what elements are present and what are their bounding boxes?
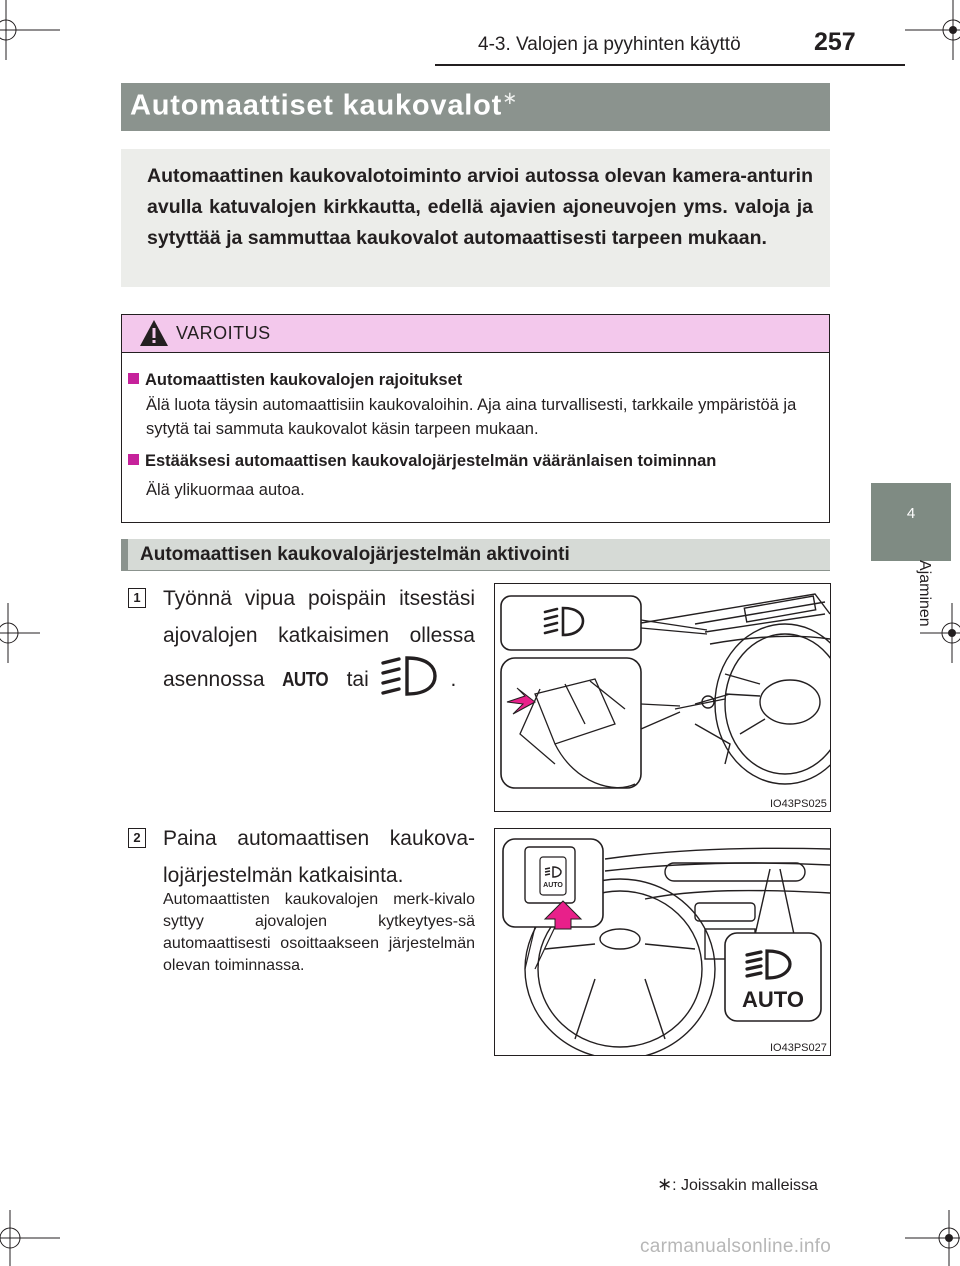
step-number-1: 1: [128, 588, 146, 608]
intro-text: Automaattinen kaukovalotoiminto arvioi autossa olevan kamera-anturin avulla katuvalojen kirkkautta, edellä ajavien ajoneuvojen yms. valoja ja sytyttää ja sammuttaa kaukovalot automaattisesti tarpeen mukaan.: [147, 165, 813, 249]
warning-triangle-icon: [138, 318, 170, 353]
footnote: [657, 1174, 818, 1195]
warning-item-body: Älä luota täysin automaattisiin kaukovaloihin. Aja aina turvallisesti, tarkkaile ympäristöä ja sytytä tai sammuta kaukovalot käsin tarpeen mukaan.: [146, 396, 797, 438]
chapter-number: 4: [906, 505, 916, 522]
chapter-label: Ajaminen: [916, 560, 933, 627]
page-title: [130, 88, 518, 123]
section-heading: 4-3. Valojen ja pyyhinten käyttö: [478, 34, 741, 55]
headlight-symbol-icon: [379, 654, 441, 712]
crop-mark-bottom-left: [0, 1210, 60, 1266]
footnote-asterisk: ∗: [657, 1174, 673, 1194]
auto-symbol: AUTO: [282, 669, 329, 691]
warning-item-2: [128, 452, 828, 502]
warning-item-title: Estääksesi automaattisen kaukovalojärjestelmän vääränlaisen toiminnan: [128, 452, 828, 471]
crop-mark-mid-left: [0, 603, 40, 663]
subheading-accent: [121, 539, 128, 571]
chapter-tab: [871, 483, 951, 561]
crop-mark-bottom-right: [905, 1210, 960, 1266]
step-number-2: 2: [128, 828, 146, 848]
crop-mark-top-right: [905, 0, 960, 60]
figure-2-code: IO43PS027: [770, 1042, 827, 1054]
title-asterisk: ∗: [502, 88, 519, 108]
figure-2-illustration: [494, 828, 831, 1056]
page-title-text: Automaattiset kaukovalot: [130, 89, 503, 122]
header-rule: [435, 64, 905, 66]
warning-item-title: Automaattisten kaukovalojen rajoitukset: [128, 371, 820, 390]
switch-auto-label: AUTO: [543, 882, 563, 889]
footnote-text: : Joissakin malleissa: [672, 1177, 818, 1194]
warning-item-1: [128, 371, 820, 441]
step-2-text: Paina automaattisen kaukova-lojärjestelmän katkaisinta.: [163, 827, 475, 887]
step-2-note: Automaattisten kaukovalojen merk-kivalo syttyy ajovalojen kytkeytyes-sä automaattisesti osoittaakseen järjestelmän olevan toiminnassa.: [163, 891, 475, 974]
step-1-text: Työnnä vipua poispäin itsestäsi ajovalojen katkaisimen ollessa asennossa AUTO tai .: [163, 580, 475, 712]
figure-1-code: IO43PS025: [770, 798, 827, 810]
indicator-auto-label: AUTO: [742, 987, 804, 1012]
bullet-square-icon: [128, 373, 139, 384]
page-number: 257: [814, 28, 856, 56]
watermark: carmanualsonline.info: [640, 1236, 832, 1257]
warning-label: VAROITUS: [176, 323, 271, 343]
bullet-square-icon: [128, 454, 139, 465]
figure-1-illustration: [494, 583, 831, 812]
subheading: Automaattisen kaukovalojärjestelmän aktivointi: [140, 544, 570, 565]
crop-mark-top-left: [0, 0, 60, 60]
warning-item-body: Älä ylikuormaa autoa.: [146, 481, 305, 499]
